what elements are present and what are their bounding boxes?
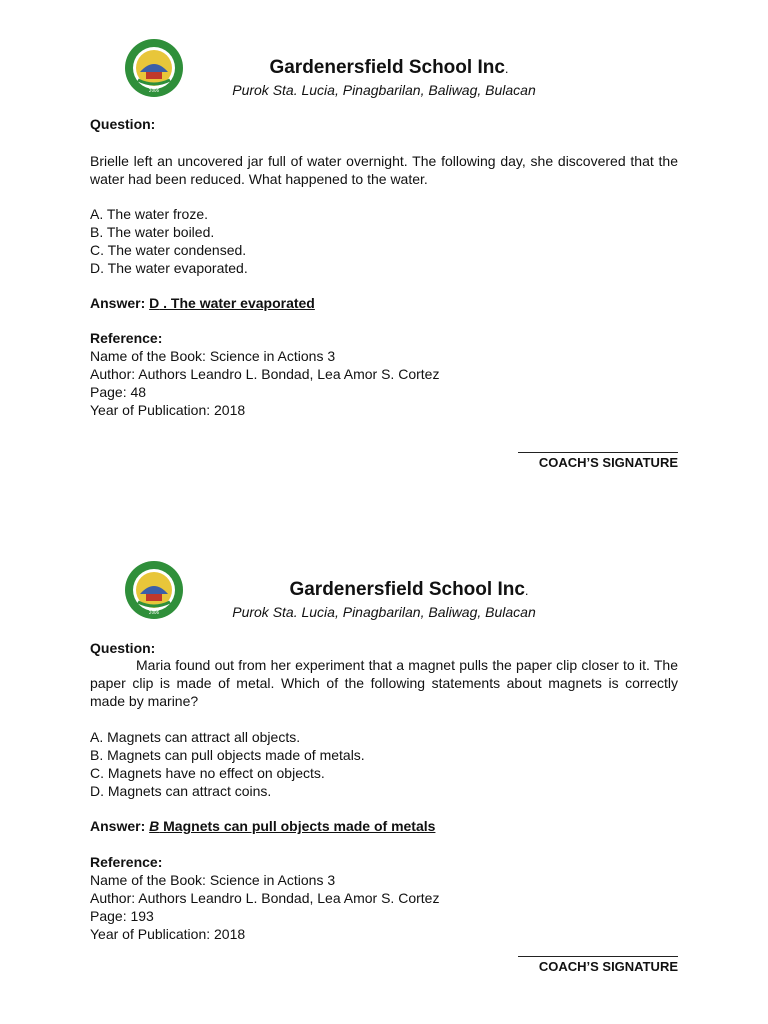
reference-label: Reference: xyxy=(90,854,163,870)
question-label: Question: xyxy=(90,116,156,132)
coach-signature-label: COACH’S SIGNATURE xyxy=(538,959,678,974)
answer-line xyxy=(90,817,678,835)
choices-list xyxy=(90,205,678,277)
choice-item: A. Magnets can attract all objects. xyxy=(90,729,301,745)
choice-item: C. Magnets have no effect on objects. xyxy=(90,765,325,781)
choice-item: C. The water condensed. xyxy=(90,242,247,258)
question-text: Brielle left an uncovered jar full of water overnight. The following day, she discovered that the water had been reduced. What happened to the water. xyxy=(90,153,678,187)
school-name: Gardenersfield School Inc. xyxy=(289,579,529,600)
choice-item: A. The water froze. xyxy=(90,206,209,222)
answer-label: Answer: xyxy=(90,295,146,311)
signature-line xyxy=(518,452,678,453)
reference-page: Page: 48 xyxy=(90,384,147,400)
svg-text:2006: 2006 xyxy=(148,610,160,615)
choice-item: D. The water evaporated. xyxy=(90,260,248,276)
reference-section xyxy=(90,853,678,943)
question-text: Maria found out from her experiment that a magnet pulls the paper clip closer to it. The paper clip is made of metal. Which of the following statements about magnets is correctly made by marine? xyxy=(90,657,678,709)
question-label: Question: xyxy=(90,640,156,656)
answer-label: Answer: xyxy=(90,818,146,834)
svg-text:2006: 2006 xyxy=(148,88,160,93)
school-address: Purok Sta. Lucia, Pinagbarilan, Baliwag, Bulacan xyxy=(232,604,536,620)
choice-item: B. The water boiled. xyxy=(90,224,215,240)
reference-author: Author: Authors Leandro L. Bondad, Lea Amor S. Cortez xyxy=(90,890,440,906)
question-section xyxy=(90,115,678,133)
choice-item: D. Magnets can attract coins. xyxy=(90,783,272,799)
choices-list xyxy=(90,728,678,800)
reference-year: Year of Publication: 2018 xyxy=(90,402,246,418)
coach-signature-label: COACH’S SIGNATURE xyxy=(538,455,678,470)
reference-book: Name of the Book: Science in Actions 3 xyxy=(90,348,336,364)
school-address: Purok Sta. Lucia, Pinagbarilan, Baliwag, Bulacan xyxy=(232,82,536,98)
answer-line xyxy=(90,294,678,312)
answer-value: D . The water evaporated xyxy=(149,295,315,311)
reference-book: Name of the Book: Science in Actions 3 xyxy=(90,872,336,888)
school-name: Gardenersfield School Inc. xyxy=(269,57,509,78)
signature-line xyxy=(518,956,678,957)
choice-item: B. Magnets can pull objects made of metals. xyxy=(90,747,365,763)
reference-label: Reference: xyxy=(90,330,163,346)
answer-value: B Magnets can pull objects made of metals xyxy=(149,818,436,834)
reference-section xyxy=(90,329,678,419)
reference-author: Author: Authors Leandro L. Bondad, Lea Amor S. Cortez xyxy=(90,366,440,382)
question-section xyxy=(90,639,678,657)
reference-page: Page: 193 xyxy=(90,908,154,924)
reference-year: Year of Publication: 2018 xyxy=(90,926,246,942)
